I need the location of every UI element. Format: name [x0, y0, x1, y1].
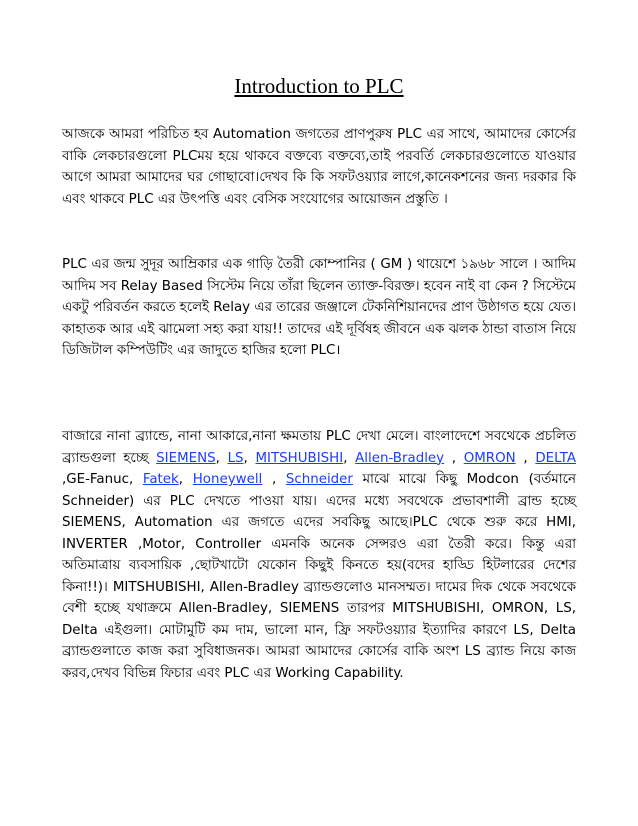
paragraph-intro: আজকে আমরা পরিচিত হব Automation জগতের প্রাণপুরুষ PLC এর সাথে, আমাদের কোর্সের বাকি লেকচারগুলো PLCময় হয়ে থাকবে বক্তব্যে বক্তব্যে,তাই পরবর্তি লেকচারগুলোতে যাওয়ার আগে আমরা আমাদের ঘর গোছাবো।দেখব কি কি সফটওয়্যার লাগে,কানেকশনের জন্য দরকার কি এবং থাকবে PLC এর উৎপত্তি এবং বেসিক সংযোগের আয়োজন প্রস্তুতি । [62, 127, 576, 207]
link-honeywell[interactable]: Honeywell [192, 472, 263, 487]
link-ls[interactable]: LS [227, 450, 244, 466]
page-title: Introduction to PLC [234, 74, 404, 98]
link-fatek[interactable]: Fatek [142, 472, 179, 487]
link-delta[interactable]: DELTA [535, 450, 576, 466]
link-mitshubishi[interactable]: MITSHUBISHI [255, 450, 344, 466]
separator: ,GE-Fanuc, [62, 472, 143, 487]
separator: , [343, 450, 356, 466]
separator: , [178, 472, 193, 487]
link-siemens[interactable]: SIEMENS [156, 450, 216, 466]
separator: , [243, 450, 256, 466]
paragraph-brands [62, 426, 576, 684]
link-schneider[interactable]: Schneider [285, 472, 353, 487]
separator: , [215, 450, 228, 466]
paragraph-history: PLC এর জন্ম সুদূর আম্রিকার এক গাড়ি তৈরী কোম্পানির ( GM ) থায়েশে ১৯৬৮ সালে । আদিম আদিম সব Relay Based সিস্টেম নিয়ে তাঁরা ছিলেন ত্যাক্ত-বিরক্ত। হবেন নাই বা কেন ? সিস্টেমে একটু পরিবর্তন করতে হলেই Relay এর তারের জঞ্জালে টেকনিশিয়ানদের প্রাণ উষ্ঠাগত হয়ে যেত। কাহাতক আর এই ঝামেলা সহ্য করা যায়!! তাদের এই দূর্বিষহ জীবনে এক ঝলক ঠান্ডা বাতাস নিয়ে ডিজিটাল কম্পিউটিং এর জাদুতে হাজির হলো PLC। [62, 257, 576, 358]
separator: , [444, 450, 464, 466]
link-allen-bradley[interactable]: Allen-Bradley [355, 450, 445, 466]
link-omron[interactable]: OMRON [463, 450, 516, 466]
brands-text-rest: মাঝে মাঝে কিছু Modcon (বর্তমানে Schneider) এর PLC দেখতে পাওয়া যায়। এদের মধ্যে সবথেকে প্রভাবশালী ব্রান্ড হচ্ছে SIEMENS, Automation এর জগতে এদের সবকিছু আছে।PLC থেকে শুরু করে HMI, INVERTER ,Motor, Controller এমনকি অনেক সেন্সরও এরা তৈরী করে। কিন্তু এরা অতিমাত্রায় ব্যবসায়িক ,ছোটখাটো যেকোন কিছুই কিনতে হয়(বদের হাড্ডি হিটলারের দেশের কিনা!!)। MITSHUBISHI, Allen-Bradley ব্র্যান্ডগুলোও মানসম্মত। দামের দিক থেকে সবথেকে বেশী হচ্ছে যথাক্রমে Allen-Bradley, SIEMENS তারপর MITSHUBISHI, OMRON, LS, Delta এইগুলা। মোটামুটি কম দাম, ভালো মান, ফ্রি সফটওয়্যার ইত্যাদির কারণে LS, Delta ব্র্যান্ডগুলাতে কাজ করা সুবিধাজনক। আমরা আমাদের কোর্সের বাকি অংশ LS ব্র্যান্ড নিয়ে কাজ করব,দেখব বিভিন্ন ফিচার এবং PLC এর Working Capability. [62, 472, 576, 681]
brands-text-start: বাজারে নানা ব্র্যান্ডে, নানা আকারে,নানা ক্ষমতায় PLC দেখা মেলে। বাংলাদেশে সবথেকে প্রচলিত ব্র্যান্ডগুলা হচ্ছে [62, 429, 576, 466]
separator: , [262, 472, 286, 487]
separator: , [515, 450, 536, 466]
